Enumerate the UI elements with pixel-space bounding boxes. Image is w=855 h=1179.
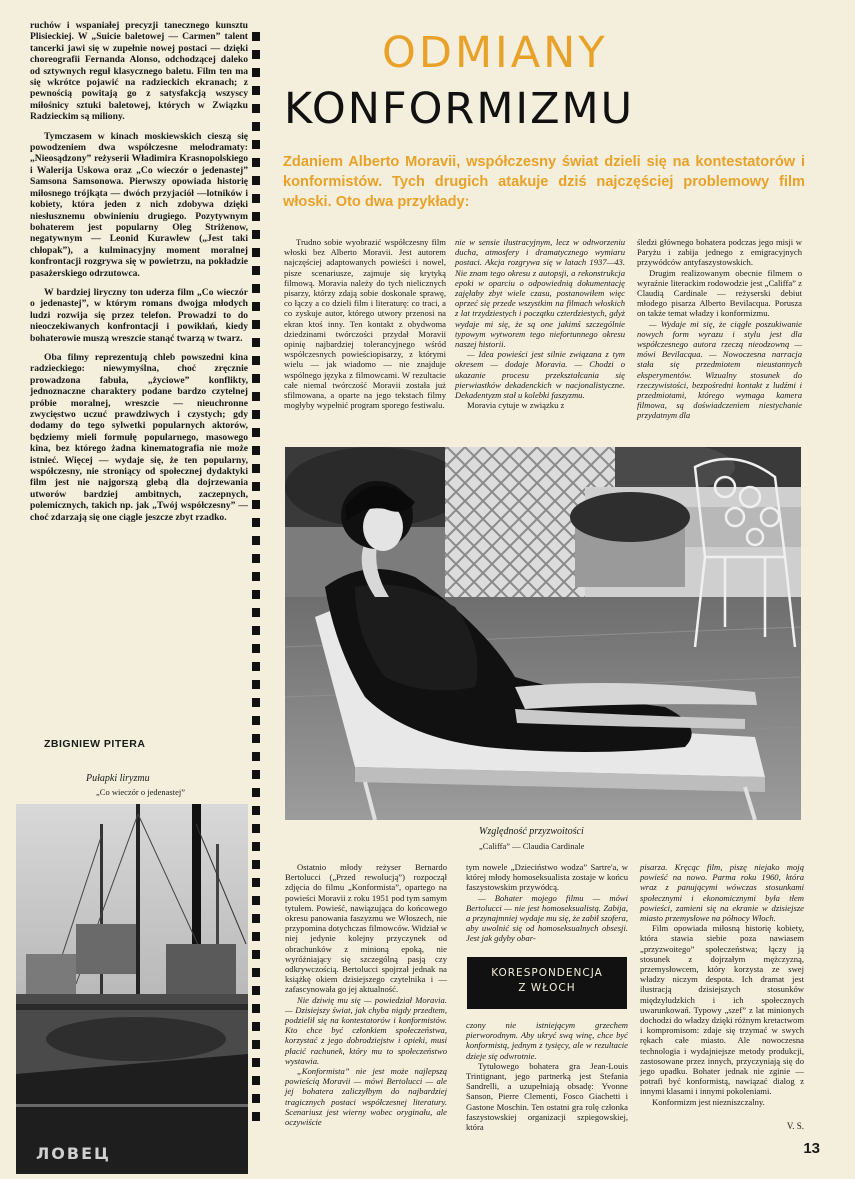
film-perforation [252,140,260,149]
bottom-column-3 [640,862,804,1107]
left-photo-caption-title: Pułapki liryzmu [86,773,150,784]
bottom-col2-italic-2: czony nie istniejącym grzechem pierworodnym. Aby ukryć swą winę, chce być konformistą, jednym z tysięcy, ale w rezultacie dzieje się odwrotnie. [466,1020,628,1061]
claudia-cardinale-photo [285,447,801,820]
bottom-col1-italic: Nie dziwię mu się — powiedział Moravia. — Dzisiejszy świat, jak chyba nigdy przedtem, podzielił się na kontestatorów i konformistów. Kto chce być członkiem społeczeństwa, korzystać z jego dobrodziejstw i opieki, musi płacić rachunek, który mu to społeczeństwo wystawia. [285,994,447,1066]
film-perforation [252,608,260,617]
left-column [30,20,248,531]
film-perforation [252,590,260,599]
film-perforation [252,392,260,401]
top-column-2 [455,237,625,410]
film-perforation [252,644,260,653]
bottom-col2-italic: — Bohater mojego filmu — mówi Bertolucci — nie jest homoseksualistą. Zabija, a przynajmniej wydaje mu się, że zabił szofera, aby uwolnić się od homoseksualnych obsesji. Jest jak gdyby obar- [466,892,628,944]
left-para-4: Oba filmy reprezentują chleb powszedni kina radzieckiego: niewymyślna, choć zręcznie prowadzona fabuła, „życiowe” konflikty, jednoznaczne charaktery podane bardzo czytelnej próbie moralnej, wreszcie — nieuchronne zwycięstwo uczuć prawdziwych i czystych; gdy dodamy do tego sylwetki popularnych aktorów, będziemy mieli formułę popularnego, masowego kina, bez którego żadna kinematografia nie może istnieć. Więcej — wydaje się, że ten popularny, współczesny, nie stroniący od społecznej dydaktyki film jest nie najgorszą glebą dla dojrzewania utworów bardziej ambitnych, zaczepnych, polemicznych, takich np. jak „Twój współczesny” — choć zdarzają się one ciągle jeszcze zbyt rzadko. [30,351,248,523]
film-perforation [252,50,260,59]
bottom-col1-plain: Ostatnio młody reżyser Bernardo Bertolucci („Przed rewolucją”) rozpoczął zdjęcia do filmu „Konformista”, opartego na powieści Moravii z roku 1951 pod tym samym tytułem. Powieść, nawiązująca do końcowego okresu panowania faszyzmu we Włoszech, nie przypomina dotychczas filmowców. Widział w niej jedynie kolejny przyczynek od obrachunków z minioną epoką, nie wyróżniający się szczególną pasją czy odkrywczością. Bertolucci spojrzał jednak na książkę okiem dzisiejszego czytelnika i — zafascynowała go jej aktualność. [285,862,447,995]
left-para-2: Tymczasem w kinach moskiewskich cieszą się powodzeniem dwa współczesne melodramaty: „Nieosądzony” reżyserii Władimira Krasnopolskiego i Walerija Uskowa oraz „Co wieczór o jedenastej” Samsona Samsonowa. Pierwszy opowiada historię miłosnego trójkąta — dwóch przyjaciół —lotników i kobiety, która jeden z nich zdobywa dzięki niesłusznemu obwinieniu drugiego. Pozytywnym bohaterem jest popularny Oleg Striżenow, negatywnym — Leonid Kurawlew („Jest taki chłopak”), a kulminacyjny moment moralnej konfrontacji rozgrywa się w powietrzu, na pokładzie pasażerskiego odrzutowca. [30,130,248,279]
film-perforation [252,410,260,419]
top-col3-italic: — Wydaje mi się, że ciągłe poszukiwanie nowych form wyrazu i stylu jest dla współczesnego autora rzeczą nieodzowną — mówi Bevilacqua. — Nowoczesna narracja stała się przedmiotem nieustannych eksperymentów. Wizualny stosunek do rzeczywistości, bezpośredni kontakt z ludźmi i przedmiotami, którego wymaga kamera filmowa, są doświadczeniem niestychanie przydatnym dla [637,318,802,421]
top-col3-plain: śledzi głównego bohatera podczas jego misji w Paryżu i zabija jednego z emigracyjnych przywódców antyfaszystowskich. [637,237,802,268]
film-perforation [252,500,260,509]
headline-odmiany: ODMIANY [382,28,608,78]
film-perforation [252,374,260,383]
film-perforation [252,752,260,761]
film-perforation [252,176,260,185]
bottom-col3-plain: Film opowiada miłosną historię kobiety, która stawia siebie poza nawiasem „przyzwoitego” społeczeństwa; łączy ją stosunek z dojrzałym mężczyzną, przemysłowcem, który korzysta ze swej władzy niczym despota. Ich dramat jest ilustracją dzisiejszych stosunków międzyludzkich i ich społecznych uwarunkowań. Typowy „szef” z lat minionych dochodzi do władzy dzięki różnym kretactwom i kompromisom: zdaje się trzymać w swych rękach całe miasto. Ale nowoczesna technologia i wydajniejsze metody produkcji, zastosowane przez innych, przyczyniają się do jego upadku. Bohater jednak nie zginie — potrafi być konformistą, nawiązać dialog z innymi klasami i innymi pokoleniami. [640,923,804,1097]
film-perforation [252,1076,260,1085]
bottom-col3-italic: pisarza. Kręcąc film, piszę niejako moją powieść na nowo. Parma roku 1960, która wraz z panującymi wówczas stosunkami społecznymi i ekonomicznymi była tłem powieści, zamieni się na ekranie w dzisiejsze miasto przemysłowe na północy Włoch. [640,862,804,924]
bottom-column-2b [466,1020,628,1132]
harbour-photo-illustration [16,804,248,1174]
correspondence-line-2: Z WŁOCH [518,982,576,994]
page-number: 13 [803,1140,820,1157]
film-perforation [252,680,260,689]
film-perforation [252,1004,260,1013]
film-perforation [252,86,260,95]
film-perforation [252,536,260,545]
film-perforation [252,572,260,581]
film-perforation [252,896,260,905]
correspondence-box [467,957,627,1009]
film-perforation [252,428,260,437]
film-perforation [252,1112,260,1121]
headline-konformizmu: KONFORMIZMU [284,84,635,134]
bottom-col2-plain-1: tym nowele „Dzieciństwo wodza” Sartre'a, w której młody homoseksualista zostaje w końcu faszystowskim przywódcą. [466,862,628,893]
top-col1-text: Trudno sobie wyobrazić współczesny film włoski bez Alberto Moravii. Jest autorem najczęściej adaptowanych powieści i nowel, pisze scenariusze, zajmuje się krytyką filmową. Moravia należy do tych nielicznych pisarzy, którzy zdają sobie doskonale sprawę, co łączy a co dzieli film i literaturę: co traci, a co zyskuje autor, którego utwory przenosi na ekran ktoś inny. Ten kontakt z obydwoma dziedzinami twórczości przydał Moravii opinię najbardziej tolerancyjnego wśród współczesnych powieściopisarzy, z którymi wielu — jak wiadomo — nie znajduje wspólnego języka z filmowcami. W rezultacie całe niemal twórczość Moravii została już sfilmowana, a oparte na jego tekstach filmy mogłyby wypełnić program sporego festiwalu. [284,237,446,411]
top-column-3 [637,237,802,421]
film-perforation [252,248,260,257]
main-photo-caption-title: Względność przyzwoitości [479,826,584,837]
top-col3-para2: Drugim realizowanym obecnie filmem o wyraźnie literackim rodowodzie jest „Califfa” z Claudią Cardinale — reżyserski debiut młodego pisarza Alberto Bevilacqua. Porusza on także temat władzy i konformizmu. [637,267,802,319]
film-perforation [252,122,260,131]
film-perforation [252,1022,260,1031]
top-col2-italic-2: — Idea powieści jest silnie związana z tym okresem — dodaje Moravia. — Chodzi o ukazanie procesu przekształcania się pierwiastków dekadenckich w nacjonalistyczne. Dekadentyzm stał u kolebki faszyzmu. [455,349,625,401]
film-perforation [252,338,260,347]
film-perforation [252,860,260,869]
film-perforation [252,626,260,635]
left-photo-caption-sub: „Co wieczór o jedenastej” [96,787,185,797]
film-perforation [252,968,260,977]
film-perforation [252,320,260,329]
film-perforation [252,302,260,311]
left-para-3: W bardziej liryczny ton uderza film „Co wieczór o jedenastej”, w którym romans dwojga młodych ludzi rozwija się przez telefon. Prowadzi to do nieoczekiwanych konfrontacji i powikłań, kiedy bohaterowie muszą wreszcie stanąć twarzą w twarz. [30,286,248,344]
article-lead: Zdaniem Alberto Moravii, współczesny świat dzieli się na kontestatorów i konformistów. Tych drugich atakuje dziś najczęściej problemowy film włoski. Oto dwa przykłady: [283,154,805,210]
bottom-col2-plain-2: Tytułowego bohatera gra Jean-Louis Trintignant, jego partnerką jest Stefania Sandrelli, a uzupełniają obsadę: Yvonne Sanson, Pierre Clementi, Fosco Giachetti i Gastone Moschin. Ten ostatni gra rolę członka faszystowskiej organizacji szpiegowskiej, która [466,1060,628,1133]
top-column-1 [284,237,446,410]
bottom-column-1 [285,862,447,1127]
film-perforation [252,806,260,815]
film-strip-decoration [252,28,262,1138]
film-perforation [252,194,260,203]
film-perforation [252,1040,260,1049]
film-perforation [252,734,260,743]
film-perforation [252,158,260,167]
article-initials: V. S. [786,1121,804,1131]
film-perforation [252,482,260,491]
top-col2-plain: Moravia cytuje w związku z [467,400,565,411]
film-perforation [252,356,260,365]
film-perforation [252,716,260,725]
main-photo-caption-sub: „Califfa” — Claudia Cardinale [479,841,585,851]
film-perforation [252,518,260,527]
left-para-1: ruchów i wspaniałej precyzji tanecznego kunsztu Plisieckiej. W „Suicie baletowej — Carmen” talent tancerki jawi się w zupełnie nowej postaci — dzięki choreografii Fernanda Alonso, odchodzącej daleko od sztywnych reguł klasycznego baletu. Film ten ma się wkrótce pojawić na radzieckich ekranach; z pewnością powitają go z satysfakcją wszyscy miłośnicy sztuki baletowej, których w Związku Radzieckim są miliony. [30,20,248,123]
film-perforation [252,824,260,833]
film-perforation [252,770,260,779]
top-col2-italic: nie w sensie ilustracyjnym, lecz w odtworzeniu ducha, atmosfery i dramatycznego wymiaru postaci. Akcja rozgrywa się w latach 1937—43. Nie znam tego okresu z autopsji, a rekonstrukcja epoki w oparciu o odpowiednią dokumentację zajęłaby zbyt wiele czasu, postanowiłem więc oprzeć się przede wszystkim na filmach włoskich z lat trzydziestych i początku czterdziestych, gdyż wydaje mi się, że są one jakimś szczególnie typowym wytworem tego niefortunnego okresu naszej historii. [455,237,625,350]
film-perforation [252,662,260,671]
film-perforation [252,932,260,941]
film-perforation [252,212,260,221]
film-perforation [252,446,260,455]
film-perforation [252,842,260,851]
harbour-photo [16,804,248,1174]
bottom-col1-italic-2: „Konformista” nie jest może najlepszą powieścią Moravii — mówi Bertolucci — ale jej bohatera zaliczyłbym do najbardziej tragicznych postaci współczesnej literatury. Scenariusz jest wierny wobec oryginału, ale oczywiście [285,1066,447,1128]
main-photo-illustration [285,447,801,820]
film-perforation [252,986,260,995]
film-perforation [252,914,260,923]
film-perforation [252,68,260,77]
correspondence-line-1: KORESPONDENCJA [491,967,603,979]
film-perforation [252,464,260,473]
bottom-col3-last: Konformizm jest niezniszczalny. [652,1096,765,1107]
film-perforation [252,32,260,41]
film-perforation [252,104,260,113]
film-perforation [252,878,260,887]
film-perforation [252,266,260,275]
film-perforation [252,1058,260,1067]
film-perforation [252,698,260,707]
film-perforation [252,1094,260,1103]
film-perforation [252,950,260,959]
film-perforation [252,554,260,563]
ship-name-text: ЛОВЕЦ [36,1144,111,1163]
film-perforation [252,230,260,239]
author-signature: ZBIGNIEW PITERA [44,738,146,750]
film-perforation [252,788,260,797]
bottom-column-2a [466,862,628,944]
film-perforation [252,284,260,293]
